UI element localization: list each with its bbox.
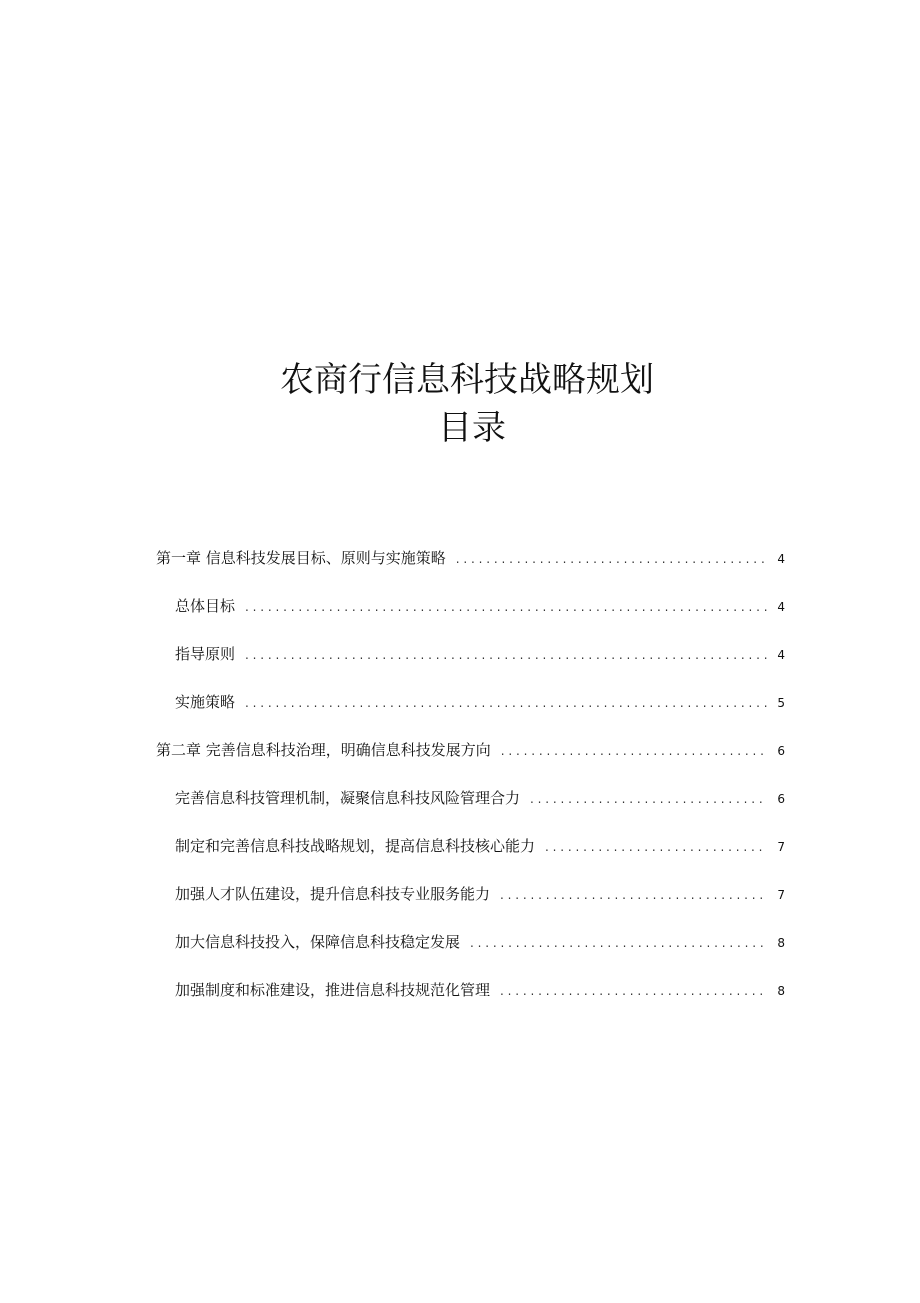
- toc-entry-label: 指导原则: [175, 645, 236, 663]
- toc-page-number: 7: [777, 888, 785, 902]
- document-title: 农商行信息科技战略规划: [280, 360, 654, 400]
- toc-page-number: 4: [777, 552, 785, 566]
- toc-entry-label: 完善信息科技管理机制，凝聚信息科技风险管理合力: [175, 789, 521, 807]
- toc-dot-leader: [245, 645, 767, 665]
- toc-entry-investment[interactable]: [175, 932, 785, 953]
- toc-entry-chapter-2[interactable]: [156, 740, 785, 761]
- toc-entry-strategic-planning[interactable]: [175, 836, 785, 857]
- toc-dot-leader: [500, 981, 767, 1001]
- toc-dot-leader: [245, 693, 767, 713]
- toc-dot-leader: [470, 933, 767, 953]
- toc-entry-label: 加强人才队伍建设，提升信息科技专业服务能力: [175, 885, 491, 903]
- toc-page-number: 8: [777, 984, 785, 998]
- toc-entry-label: 加强制度和标准建设，推进信息科技规范化管理: [175, 981, 491, 999]
- toc-entry-guiding-principles[interactable]: [175, 644, 785, 665]
- toc-dot-leader: [456, 549, 767, 569]
- toc-entry-label: 制定和完善信息科技战略规划，提高信息科技核心能力: [175, 837, 536, 855]
- toc-entry-talent-building[interactable]: [175, 884, 785, 905]
- toc-dot-leader: [245, 597, 767, 617]
- toc-page-number: 8: [777, 936, 785, 950]
- toc-entry-chapter-1[interactable]: [156, 548, 785, 569]
- toc-entry-label: 实施策略: [175, 693, 236, 711]
- toc-entry-label: 加大信息科技投入，保障信息科技稳定发展: [175, 933, 461, 951]
- toc-dot-leader: [501, 741, 767, 761]
- toc-page-number: 6: [777, 744, 785, 758]
- toc-page-number: 4: [777, 648, 785, 662]
- toc-entry-standards[interactable]: [175, 980, 785, 1001]
- toc-entry-management-mechanism[interactable]: [175, 788, 785, 809]
- toc-entry-label: 第二章 完善信息科技治理，明确信息科技发展方向: [156, 741, 491, 759]
- toc-page-number: 7: [777, 840, 785, 854]
- toc-page-number: 5: [777, 696, 785, 710]
- toc-dot-leader: [545, 837, 767, 857]
- toc-page-number: 6: [777, 792, 785, 806]
- toc-heading: 目录: [438, 408, 506, 448]
- toc-entry-label: 第一章 信息科技发展目标、原则与实施策略: [156, 549, 446, 567]
- toc-dot-leader: [500, 885, 767, 905]
- toc-dot-leader: [530, 789, 767, 809]
- toc-entry-label: 总体目标: [175, 597, 236, 615]
- toc-entry-overall-goals[interactable]: [175, 596, 785, 617]
- toc-page-number: 4: [777, 600, 785, 614]
- toc-entry-implementation-strategy[interactable]: [175, 692, 785, 713]
